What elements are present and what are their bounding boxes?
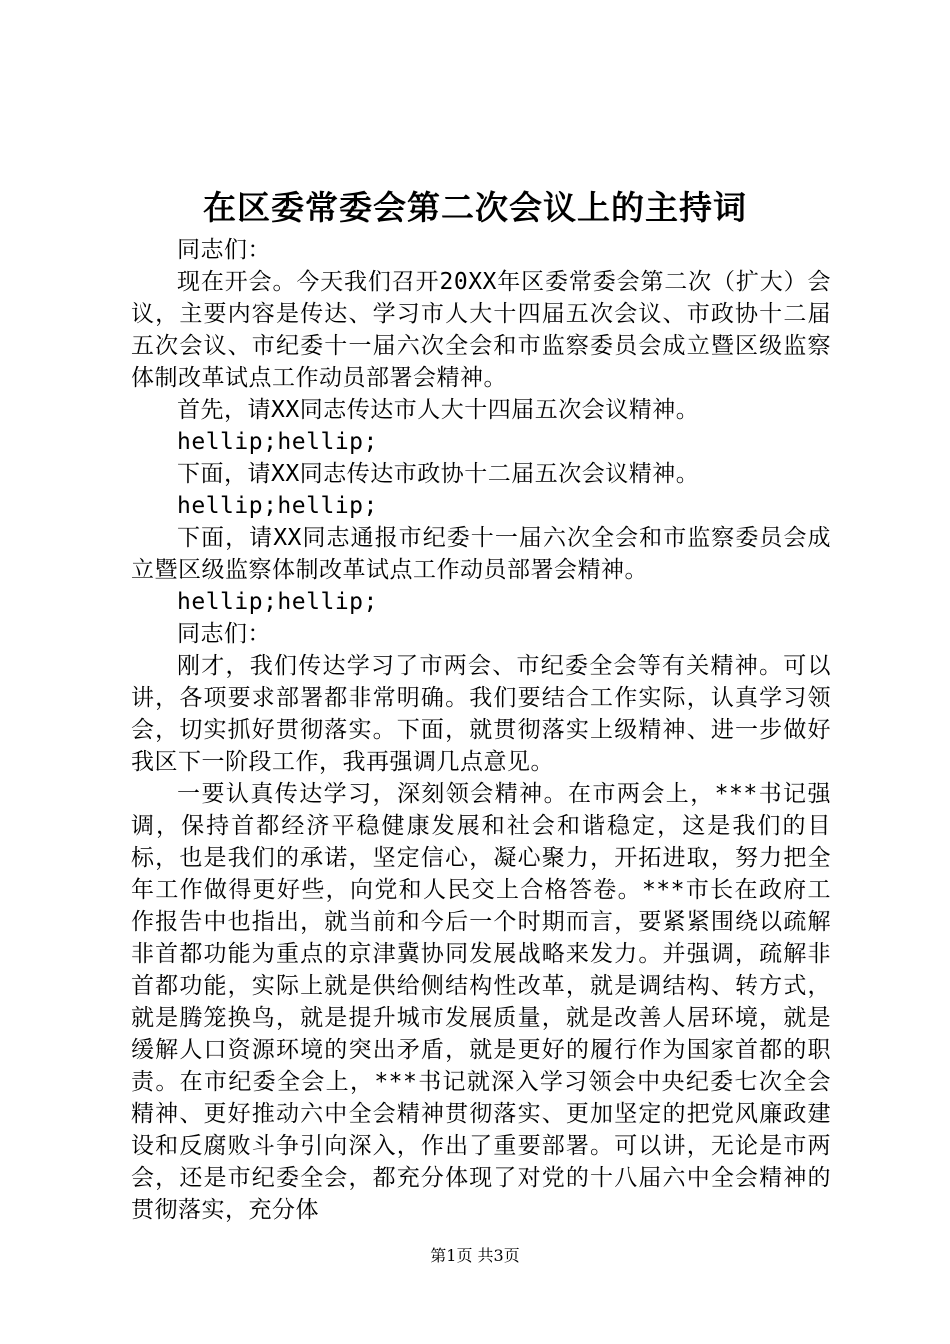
paragraph: hellip;hellip; [177,493,378,519]
paragraph: 首先，请XX同志传达市人大十四届五次会议精神。 [177,397,700,423]
paragraph: hellip;hellip; [177,589,378,615]
paragraph: 刚才，我们传达学习了市两会、市纪委全会等有关精神。可以讲，各项要求部署都非常明确。我们要结合工作实际，认真学习领会，切实抓好贯彻落实。下面，就贯彻落实上级精神、进一步做好我区下一阶段工作，我再强调几点意见。 [131,653,831,775]
paragraph: 下面，请XX同志通报市纪委十一届六次全会和市监察委员会成立暨区级监察体制改革试点工作动员部署会精神。 [131,525,831,583]
page-footer: 第1页 共3页 [430,1246,520,1265]
paragraph: 下面，请XX同志传达市政协十二届五次会议精神。 [177,461,700,487]
document-title: 在区委常委会第二次会议上的主持词 [203,188,747,227]
document-body [131,234,831,1226]
paragraph: 一要认真传达学习，深刻领会精神。在市两会上，***书记强调，保持首都经济平稳健康发展和社会和谐稳定，这是我们的目标，也是我们的承诺，坚定信心，凝心聚力，开拓进取，努力把全年工作做得更好些，向党和人民交上合格答卷。***市长在政府工作报告中也指出，就当前和今后一个时期而言，要紧紧围绕以疏解非首都功能为重点的京津冀协同发展战略来发力。并强调，疏解非首都功能，实际上就是供给侧结构性改革，就是调结构、转方式，就是腾笼换鸟，就是提升城市发展质量，就是改善人居环境，就是缓解人口资源环境的突出矛盾，就是更好的履行作为国家首都的职责。在市纪委全会上，***书记就深入学习领会中央纪委七次全会精神、更好推动六中全会精神贯彻落实、更加坚定的把党风廉政建设和反腐败斗争引向深入，作出了重要部署。可以讲，无论是市两会，还是市纪委全会，都充分体现了对党的十八届六中全会精神的贯彻落实，充分体 [131,781,831,1223]
paragraph: 同志们： [177,621,271,647]
paragraph: 现在开会。今天我们召开20XX年区委常委会第二次（扩大）会议，主要内容是传达、学习市人大十四届五次会议、市政协十二届五次会议、市纪委十一届六次全会和市监察委员会成立暨区级监察体制改革试点工作动员部署会精神。 [131,269,831,391]
paragraph: 同志们： [177,237,271,263]
paragraph: hellip;hellip; [177,429,378,455]
